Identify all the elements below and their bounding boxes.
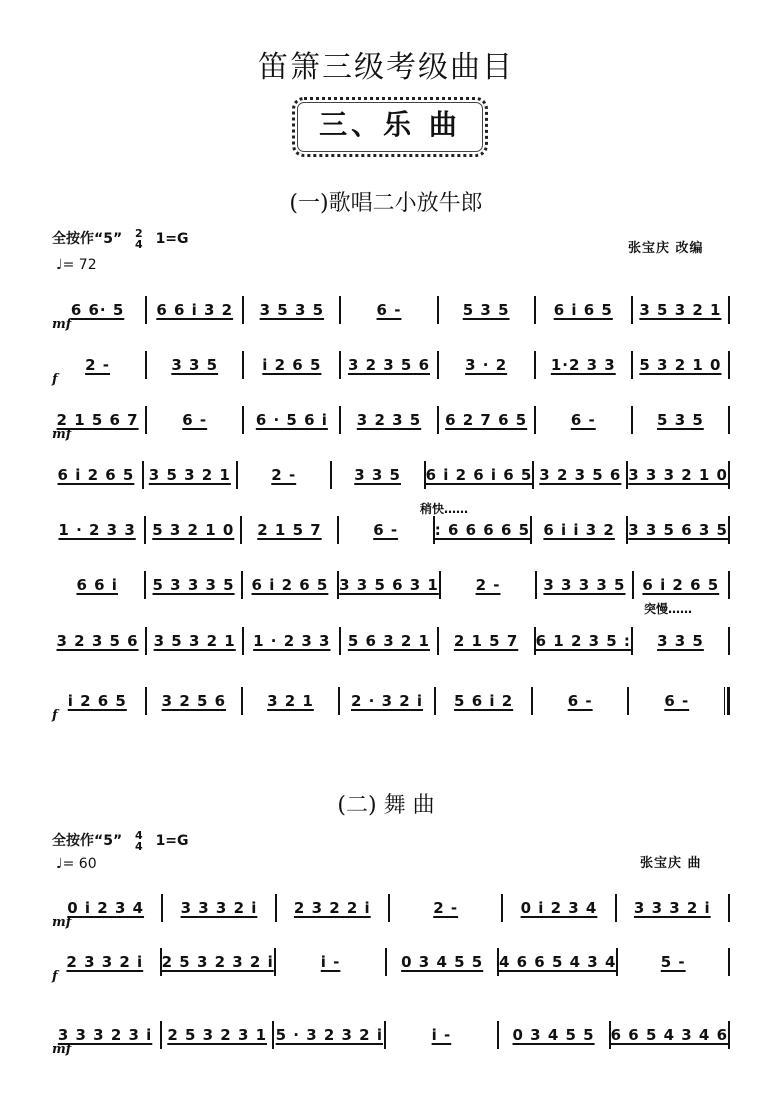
measure: 6 2 7 6 5 [445,411,528,429]
measure: 0 i 2 3 4 [520,899,598,917]
measure: 2 1 5 6 7 [56,411,139,429]
measure: 3 3 3 2 1 0 [628,466,728,484]
measure: 2 - [271,466,297,484]
notation-row [50,295,730,332]
measure: 2 - [433,899,459,917]
measure: 6 i 2 6 5 [251,576,329,594]
measure: 3 · 2 [465,356,508,374]
measure: 6 i 6 5 [553,301,613,319]
measure: 6 i 2 6 5 [642,576,720,594]
barline [728,351,730,379]
measure: 3 2 3 5 6 [56,632,139,650]
measure: 3 3 5 6 3 1 [339,576,439,594]
measure: 6 - [664,692,690,710]
fingering: 全按作“5” [52,231,123,247]
measure: 6 1 2 3 5 : [535,632,631,650]
measure: 6 - [376,301,402,319]
fingering: 全按作“5” [52,833,123,849]
key-signature: 1=G [155,833,189,849]
page-title: 笛箫三级考级曲目 [258,50,514,85]
measure: 1 · 2 3 3 [253,632,331,650]
notation-row [50,460,730,490]
measure: 6 - [567,692,593,710]
time-signature: 4 4 [135,829,143,853]
time-signature: 2 4 [135,227,143,251]
piece1-meta [52,228,189,250]
measure: 2 3 2 2 i [293,899,371,917]
barline [728,461,730,489]
measure: 5 3 2 1 0 [639,356,722,374]
measure: 6 6 i 3 2 [156,301,234,319]
barline [724,687,730,715]
key-signature: 1=G [155,231,189,247]
measure: 6 - [570,411,596,429]
measure: 2 5 3 2 3 2 i [161,953,274,971]
measure: 6 i 2 6 i 6 5 [425,466,533,484]
measure: 5 6 3 2 1 [347,632,430,650]
measure: 3 2 3 5 6 [347,356,431,374]
annotation-ritardando: 突慢…… [644,602,693,616]
measure: 3 3 5 [354,466,401,484]
measure: 3 3 5 6 3 5 [628,521,728,539]
annotation-faster: 稍快…… [420,502,469,516]
measure: 3 3 5 [171,356,219,374]
measure: 3 3 5 [657,632,704,650]
measure: 6 6 i [76,576,118,594]
measure: 3 2 3 5 6 [539,466,622,484]
measure: 0 i 2 3 4 [67,899,145,917]
measure: i 2 6 5 [67,692,127,710]
measure: 3 3 3 2 3 i [57,1026,153,1044]
dynamic-marking: f [52,969,58,984]
tempo-marking: ♩= 60 [56,856,97,872]
measure: 5 · 3 2 3 2 i [275,1026,383,1044]
measure: 5 3 5 [462,301,510,319]
measure: i 2 6 5 [262,356,322,374]
notation-row [50,1020,730,1057]
measure: 2 3 3 2 i [66,953,144,971]
dynamic-marking: mf [52,1042,72,1057]
dynamic-marking: f [52,372,58,387]
barline [728,296,730,324]
barline [728,1021,730,1049]
piece1-title: (一)歌唱二小放牛郎 [289,191,483,216]
measure: i - [320,953,341,971]
piece2-meta [52,830,189,852]
measure: 6 i i 3 2 [543,521,615,539]
barline [728,948,730,976]
measure: 2 · 3 2 i [351,692,424,710]
barline [728,406,730,434]
measure: 6 · 5 6 i [255,411,328,429]
measure: 0 3 4 5 5 [512,1026,595,1044]
notation-row [50,686,730,723]
measure: 6 6· 5 [70,301,125,319]
measure: 3 5 3 2 1 [639,301,722,319]
measure: 3 2 5 6 [161,692,227,710]
measure: 6 i 2 6 5 [57,466,135,484]
measure: 3 3 3 2 i [633,899,711,917]
barline [728,627,730,655]
piece2-credit: 张宝庆 曲 [640,856,702,871]
measure: 3 2 1 [267,692,314,710]
notation-row [50,893,730,930]
measure: 6 - [182,411,208,429]
measure: 1 · 2 3 3 [58,521,136,539]
measure: 1·2 3 3 [550,356,616,374]
measure: 5 - [660,953,686,971]
notation-row [50,626,730,656]
measure: : 6 6 6 6 5 [434,521,531,539]
measure: 3 3 3 3 5 [543,576,626,594]
barline [728,516,730,544]
tempo-marking: ♩= 72 [56,257,97,273]
measure: 3 5 3 2 1 [153,632,236,650]
piece1-credit: 张宝庆 改编 [628,241,704,256]
dynamic-marking: mf [52,915,72,930]
notation-row [50,515,730,545]
measure: 5 6 i 2 [454,692,514,710]
measure: 0 3 4 5 5 [401,953,484,971]
dynamic-marking: f [52,708,58,723]
dynamic-marking: mf [52,427,72,442]
measure: 6 - [373,521,399,539]
measure: 3 5 3 5 [259,301,325,319]
notation-row [50,947,730,984]
measure: 5 3 3 3 5 [152,576,235,594]
measure: 2 1 5 7 [257,521,322,539]
dynamic-marking: mf [52,317,72,332]
barline [728,571,730,599]
section-label: 三、乐 曲 [319,108,461,141]
measure: 3 2 3 5 [356,411,422,429]
measure: 2 - [85,356,111,374]
notation-row [50,405,730,442]
measure: 5 3 5 [657,411,704,429]
measure: 6 6 5 4 3 4 6 [610,1026,729,1044]
measure: 5 3 2 1 0 [152,521,235,539]
measure: 2 5 3 2 3 1 [167,1026,268,1044]
notation-row [50,350,730,387]
measure: 3 3 3 2 i [180,899,258,917]
barline [728,894,730,922]
measure: 2 - [475,576,501,594]
piece2-title: (二) 舞 曲 [337,793,435,818]
measure: i - [431,1026,452,1044]
notation-row [50,570,730,600]
measure: 4 6 6 5 4 3 4 [498,953,617,971]
measure: 3 5 3 2 1 [148,466,231,484]
measure: 2 1 5 7 [453,632,519,650]
